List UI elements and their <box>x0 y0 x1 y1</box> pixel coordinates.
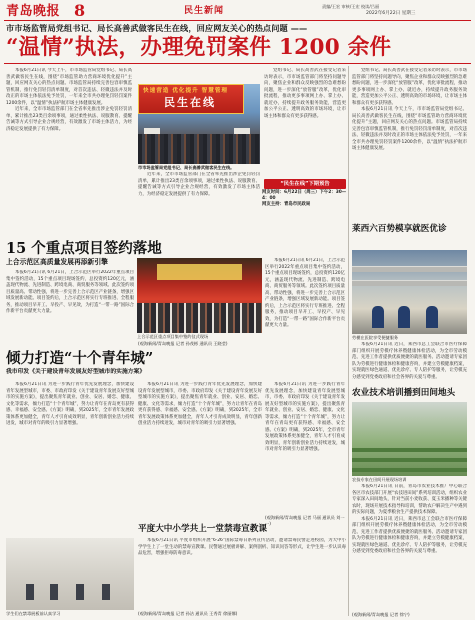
story4-photo <box>6 538 134 610</box>
story6-photo-caption: 农技专家在田间开展现场培训 <box>352 477 407 482</box>
story2-paragraph: 本报6月21日讯 6月21日，上合示范区举行2022年重点项目集中签约活动，15个重点项目现场签约，总投资约120亿元，涵盖现代物流、先进制造、跨境电商、商贸服务等领域。此次签约项目质量高、带动性强，将进一步完善上合示范区产业链条，增强区域发展新动能。项目签约后，上合示范区将实行专班推进、全程服务，推动项目早开工、早投产、早见效，为打造“一带一路”国际合作新平台贡献更大力量。 <box>6 270 134 314</box>
story2-paragraph: 本报6月21日讯 6月21日，上合示范区举行2022年重点项目集中签约活动，15个重点项目现场签约，总投资约120亿元，涵盖现代物流、先进制造、跨境电商、商贸服务等领域。此次签约项目质量高、带动性强，将进一步完善上合示范区产业链条，增强区域发展新动能。项目签约后，上合示范区将实行专班推进、全程服务，推动项目早开工、早投产、早见效，为打造“一带一路”国际合作新平台贡献更大力量。 <box>265 258 345 328</box>
story3-body-2 <box>138 382 262 522</box>
lead-kicker: 市市场监管局党组书记、局长高善武做客民生在线，回应网友关心的热点问题 —— <box>6 23 308 33</box>
story6-headline: 农业技术培训播到田间地头 <box>352 388 456 398</box>
column-divider <box>348 66 349 616</box>
newspaper-logo: 青岛晚报 <box>6 4 61 19</box>
date-line: 2022年6月22日 星期三 <box>366 11 416 16</box>
photo-figure <box>76 584 84 600</box>
photo-stage <box>157 264 242 280</box>
story4-photo-caption: 学生们在禁毒展板前认真学习 <box>6 611 61 616</box>
lead-paragraph: 近年来，全市市场监管部门在全省率先推出涉企免罚轻罚清单，累计推出23类百余项事项，通过柔性执法、说服教育、提醒告诫等方式引导企业合规经营，有效激发了市场主体活力，为经济稳定发展提供了有力保障。 <box>6 107 132 132</box>
story5-paragraph: 本报6月21日讯 近日，莱西市总工会联合市医疗保障部门组织开展劳模疗休养暨健康体检活动，为全市劳动模范、先进工作者提供优质便捷的就医服务。活动邀请专家团队为劳模进行健康体检和健康咨询，并建立劳模健康档案，实现就医绿色通道、优先诊疗、专人陪护等服务，让劳模充分感受到党委政府和社会各界的关爱与尊重。 <box>352 342 467 380</box>
story2-headline: 15 个重点项目签约落地 <box>6 240 162 257</box>
photo-detail <box>352 448 467 452</box>
story6-byline: (观海新闻/青岛晚报 记者 徐宁) <box>352 612 410 617</box>
story2-subhead: 上合示范区高质量发展再添新引擎 <box>6 258 108 266</box>
masthead <box>4 3 471 21</box>
preview-box-title: “民生在线”下期预告 <box>264 179 346 189</box>
story3-headline: 倾力打造“十个青年城” <box>6 350 154 367</box>
lead-paragraph: 党组书记、局长高善武在接受记者采访时表示，市市场监管部门将坚持问题导向，聚焦企业和群众反映强烈的急难愁盼问题，进一步深化“放管服”改革，优化审批流程，推动更多事项网上办、掌上办、就近办，持续提升政务服务效能，营造更加公平公正、透明高效的市场环境，让市场主体和群众有更多获得感。 <box>352 68 467 106</box>
photo-detail <box>352 280 467 286</box>
lead-column-1 <box>6 68 132 254</box>
lead-headline: “温情”执法，办理免罚案件 1200 余件 <box>6 35 392 60</box>
preview-box-info: 网友时间：6月22日（周三）下午2：30—4：00 网友主持：青岛市民政局 <box>262 190 347 207</box>
lead-column-4 <box>352 68 467 218</box>
lead-column-2 <box>138 172 260 236</box>
divider <box>4 63 471 64</box>
photo-detail <box>352 266 467 272</box>
story5-photo-caption: 劳模在医院享受便捷服务 <box>352 335 399 340</box>
lead-column-3 <box>264 68 346 176</box>
lead-paragraph: 本报6月21日讯 今天上午，市市场监管局党组书记、局长高善武做客民生在线，围绕“市场监管助力营商环境优化提升”主题，回应网友关心的热点问题。市场监管局持续完善包容审慎监管机制，推行免罚轻罚清单制度，对首次违法、轻微违法并及时改正的市场主体依法免予处罚，一年来全市共办理免罚轻罚案件1200余件，以“温情”执法护航市场主体健康发展。 <box>352 107 467 151</box>
photo-figure <box>102 584 110 600</box>
story2-photo-caption: 上合示范区重点项目集中签约仪式现场 <box>137 334 209 339</box>
story6-paragraph: 本报6月21日讯 近日，莱西市总工会联合市医疗保障部门组织开展劳模疗休养暨健康体检活动，为全市劳动模范、先进工作者提供优质便捷的就医服务。活动邀请专家团队为劳模进行健康体检和健康咨询，并建立劳模健康档案，实现就医绿色通道、优先诊疗、专人陪护等服务，让劳模充分感受到党委政府和社会各界的关爱与尊重。 <box>352 516 467 554</box>
story3-paragraph: 本报6月21日讯 为进一步践行青年优先发展理念，加快建设青年发展型城市，市委、市政府印发《关于建设青年发展友好型城市的实施方案》，提出聚焦青年就业、创业、安居、婚恋、健康、文化等需求，倾力打造“十个青年城”，努力让青年在青岛更有获得感、幸福感、安全感。《方案》明确，到2025年，全市青年发展政策体系更加健全，青年人才引育成效明显，青年创新创业活力持续迸发，城市对青年的吸引力显著增强。 <box>138 382 262 426</box>
story5-body <box>352 342 467 384</box>
photo-crowd <box>138 134 260 164</box>
photo-detail <box>352 468 467 472</box>
section-title: 民生新闻 <box>184 6 225 16</box>
story5-photo <box>352 250 467 334</box>
photo-figure <box>26 584 34 600</box>
photo-figure <box>398 306 410 328</box>
story3-paragraph: 本报6月21日讯 为进一步践行青年优先发展理念，加快建设青年发展型城市，市委、市政府印发《关于建设青年发展友好型城市的实施方案》，提出聚焦青年就业、创业、安居、婚恋、健康、文化等需求，倾力打造“十个青年城”，努力让青年在青岛更有获得感、幸福感、安全感。《方案》明确，到2025年，全市青年发展政策体系更加健全，青年人才引育成效明显，青年创新创业活力持续迸发，城市对青年的吸引力显著增强。 <box>265 382 345 452</box>
lead-paragraph: 党组书记、局长高善武在接受记者采访时表示，市市场监管部门将坚持问题导向，聚焦企业和群众反映强烈的急难愁盼问题，进一步深化“放管服”改革，优化审批流程，推动更多事项网上办、掌上办、就近办，持续提升政务服务效能，营造更加公平公正、透明高效的市场环境，让市场主体和群众有更多获得感。 <box>264 68 346 119</box>
editor-line: 责编/王宏 审核/王宏 校读/吕丽 <box>322 4 380 9</box>
lead-paragraph: 近年来，全市市场监管部门在全省率先推出涉企免罚轻罚清单，累计推出23类百余项事项，通过柔性执法、说服教育、提醒告诫等方式引导企业合规经营，有效激发了市场主体活力，为经济稳定发展提供了有力保障。 <box>138 172 260 197</box>
photo-figure <box>50 584 58 600</box>
story2-body-cont <box>265 258 345 344</box>
story6-body <box>352 484 467 612</box>
photo-figure <box>426 306 438 328</box>
story3-byline: (观海新闻/青岛晚报 记者 马丽 通讯员 刘一一) <box>265 515 345 526</box>
story3-paragraph: 本报6月21日讯 为进一步践行青年优先发展理念，加快建设青年发展型城市，市委、市政府印发《关于建设青年发展友好型城市的实施方案》，提出聚焦青年就业、创业、安居、婚恋、健康、文化等需求，倾力打造“十个青年城”，努力让青年在青岛更有获得感、幸福感、安全感。《方案》明确，到2025年，全市青年发展政策体系更加健全，青年人才引育成效明显，青年创新创业活力持续迸发，城市对青年的吸引力显著增强。 <box>6 382 134 426</box>
story3-body-1 <box>6 382 134 522</box>
story4-paragraph: 本报6月21日讯 平度市组织开展“6·26”国际禁毒日系列宣传活动，邀请禁毒民警走进校园，为大中小学学生上了一堂生动的禁毒宣教课。民警通过展板讲解、案例剖析、知识问答等形式，让学生进一步认识毒品危害，增强拒毒防毒意识。 <box>138 538 346 556</box>
lead-photo-caption: 市市场监管局党组书记、局长高善武做客民生在线。 <box>138 165 235 170</box>
photo-people <box>137 303 262 333</box>
story6-photo <box>352 402 467 476</box>
story2-photo <box>137 258 262 333</box>
story2-byline: (观海新闻/青岛晚报 记者 孙茂彬 通讯员 王晓莹) <box>138 341 228 346</box>
story2-body <box>6 270 134 346</box>
story4-body <box>138 538 346 610</box>
photo-detail <box>352 458 467 462</box>
lead-photo <box>138 84 260 164</box>
lead-paragraph: 本报6月21日讯 今天上午，市市场监管局党组书记、局长高善武做客民生在线，围绕“市场监管助力营商环境优化提升”主题，回应网友关心的热点问题。市场监管局持续完善包容审慎监管机制，推行免罚轻罚清单制度，对首次违法、轻微违法并及时改正的市场主体依法免予处罚，一年来全市共办理免罚轻罚案件1200余件，以“温情”执法护航市场主体健康发展。 <box>6 68 132 106</box>
photo-figure <box>372 306 384 328</box>
story6-paragraph: 本报6月21日讯 日前，青岛市农业技术推广中心联合各区市农技部门开展“农技进田间”系列培训活动，组织农业专家深入田间地头，针对当前小麦收获、夏玉米播种等关键农时，现场开展技术指导和培训，帮助农户解决生产中遇到的实际问题，为夏季粮食生产提供技术保障。 <box>352 484 467 515</box>
banner-text: 快速营造 优化提升 智慧管理 <box>143 88 229 94</box>
story4-byline: (观海新闻/青岛晚报 记者 孙洁 通讯员 王秀青 徐丽娜) <box>138 611 238 616</box>
story4-headline: 平度大中小学共上一堂禁毒宣教课 <box>138 524 267 534</box>
page-number: 8 <box>74 1 86 20</box>
story3-subhead: 我市印发《关于建设青年发展友好型城市的实施方案》 <box>6 369 146 375</box>
banner-title: 民生在线 <box>164 96 216 109</box>
story3-body-3 <box>265 382 345 514</box>
story5-headline: 莱西六百势模享就医优诊 <box>352 224 447 234</box>
photo-banner <box>138 84 244 114</box>
